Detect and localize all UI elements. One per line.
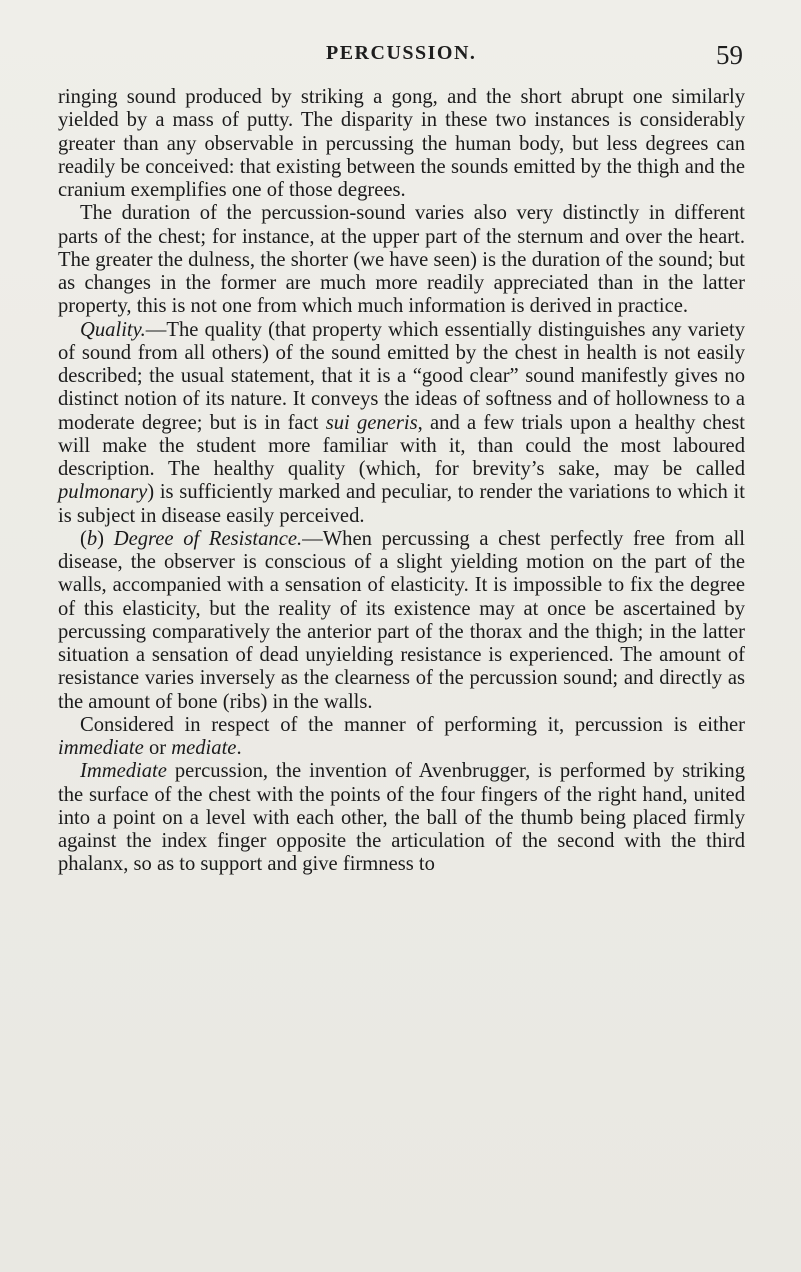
italic-text: mediate <box>171 737 237 759</box>
italic-text: pulmonary <box>58 481 148 504</box>
page-number: 59 <box>716 40 743 70</box>
paragraph-sound-comparison <box>58 86 745 202</box>
italic-text: Degree of Resistance. <box>113 527 303 550</box>
text-segment: —The quality (that property which essentially distinguishes any variety of sound from all others) of the sound emitted by the chest in health is not easily described; the usual statement, that it is a “good clear” sound manifestly gives no distinct notion of its nature. It conveys the ideas of softness and of hollowness to a moderate degree; but is in fact <box>58 318 745 434</box>
running-head <box>58 40 745 74</box>
text-segment: ) is sufficiently marked and peculiar, to render the variations to which it is subject in disease easily perceived. <box>58 481 745 527</box>
italic-text: immediate <box>58 737 144 759</box>
text-segment: ( <box>80 527 87 550</box>
paragraph-manner <box>58 714 745 761</box>
paragraph-quality <box>58 319 745 528</box>
text-segment: Considered in respect of the manner of performing it, percussion is either <box>80 713 745 736</box>
text-segment: ) <box>97 527 114 550</box>
text-segment: The duration of the percussion-sound varies also very distinctly in different parts of the chest; for instance, at the upper part of the sternum and over the heart. The greater the dulness, the shorter (we have seen) is the duration of the sound; but as changes in the former are much more readily appreciated than in the latter property, this is not one from which much information is derived in practice. <box>58 202 745 318</box>
text-segment: —When percussing a chest perfectly free from all disease, the observer is conscious of a slight yielding motion on the part of the walls, accompanied with a sensation of elasticity. It is impossible to fix the degree of this elasticity, but the reality of its existence may at once be ascertained by percussing comparatively the anterior part of the thorax and the thigh; in the latter situation a sensation of dead unyielding resistance is experienced. The amount of resistance varies inversely as the clearness of the percussion sound; and directly as the amount of bone (ribs) in the walls. <box>58 527 745 713</box>
italic-text: Immediate <box>80 760 167 783</box>
running-title: PERCUSSION. <box>326 42 477 64</box>
paragraph-duration <box>58 202 745 318</box>
italic-text: b <box>86 527 98 550</box>
text-segment: , and a few trials upon a healthy chest will make the student more familiar with it, than could the most laboured description. The healthy quality (which, for brevity’s sake, may be called <box>58 411 745 480</box>
italic-text: sui generis <box>325 411 418 434</box>
text-segment: or <box>143 737 172 759</box>
text-segment: percussion, the invention of Avenbrugger, is performed by striking the surface of the chest with the points of the four fingers of the right hand, united into a point on a level with each other, the ball of the thumb being placed firmly against the index finger opposite the articulation of the second with the third phalanx, so as to support and give firmness to <box>58 760 745 876</box>
italic-text: Quality. <box>80 318 146 341</box>
text-segment: ringing sound produced by striking a gong, and the short abrupt one similarly yielded by a mass of putty. The disparity in these two instances is considerably greater than any observable in percussing the human body, but less degrees can readily be conceived: that existing between the sounds emitted by the thigh and the cranium exemplifies one of those degrees. <box>58 86 745 201</box>
text-segment: . <box>236 737 242 759</box>
paragraph-immediate-percussion <box>58 760 745 876</box>
body-text <box>58 86 745 877</box>
paragraph-degree-of-resistance <box>58 528 745 714</box>
